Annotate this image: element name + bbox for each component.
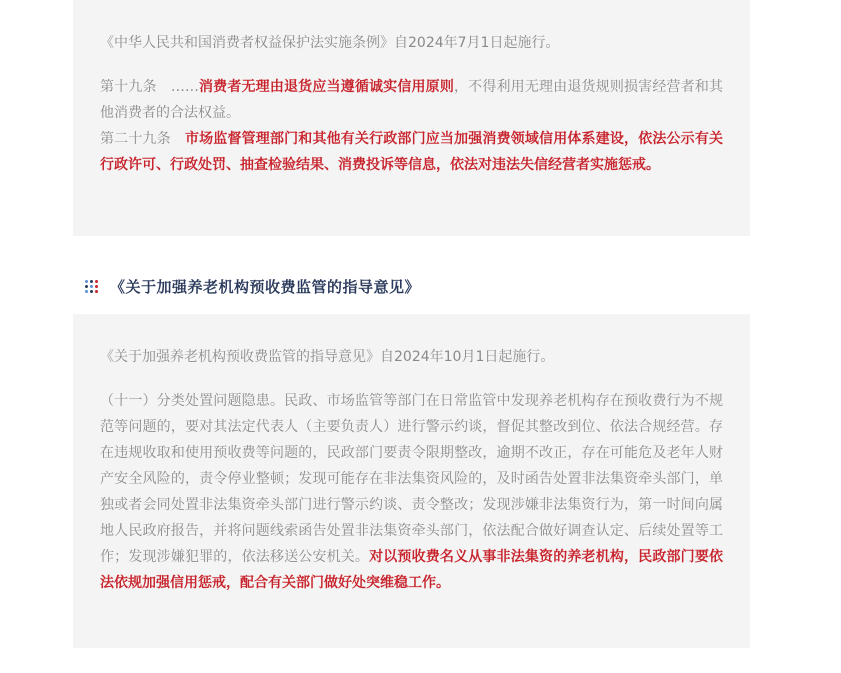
guidance-article-11-highlight: 对以预收费名义从事非法集资的养老机构，民政部门要依法依规加强信用惩戒，配合有关部门做好处突维稳工作。 [100,549,723,591]
guidance-quote-box [73,314,750,648]
regulation-quote-box [73,0,750,236]
article-29-highlight: 市场监督管理部门和其他有关行政部门应当加强消费领域信用体系建设，依法公示有关行政许可、行政处罚、抽查检验结果、消费投诉等信息，依法对违法失信经营者实施惩戒。 [100,131,724,173]
article-29 [100,126,723,178]
article-29-prefix: 第二十九条 [100,131,185,147]
article-19 [100,74,723,126]
article-19-text: ，不得利用无理由退货规则损害经营者和其他消费者的合法权益。 [100,79,724,121]
section-heading [85,276,420,297]
guidance-article-11 [100,388,723,596]
dots-grid-icon [85,280,98,293]
article-19-prefix: 第十九条 …… [100,79,199,95]
article-19-highlight: 消费者无理由退货应当遵循诚实信用原则 [198,79,455,95]
guidance-article-11-text: （十一）分类处置问题隐患。民政、市场监管等部门在日常监管中发现养老机构存在预收费行为不规范等问题的，要对其法定代表人（主要负责人）进行警示约谈，督促其整改到位、依法合规经营。存在违规收取和使用预收费等问题的，民政部门要责令限期整改，逾期不改正，存在可能危及老年人财产安全风险的，责令停业整顿；发现可能存在非法集资风险的，及时函告处置非法集资牵头部门，单独或者会同处置非法集资牵头部门进行警示约谈、责令整改；发现涉嫌非法集资行为，第一时间向属地人民政府报告，并将问题线索函告处置非法集资牵头部门，依法配合做好调查认定、后续处置等工作；发现涉嫌犯罪的，依法移送公安机关。 [100,393,723,565]
section-heading-title: 《关于加强养老机构预收费监管的指导意见》 [110,278,421,296]
guidance-intro: 《关于加强养老机构预收费监管的指导意见》自2024年10月1日起施行。 [100,349,555,365]
regulation-intro: 《中华人民共和国消费者权益保护法实施条例》自2024年7月1日起施行。 [100,35,560,51]
